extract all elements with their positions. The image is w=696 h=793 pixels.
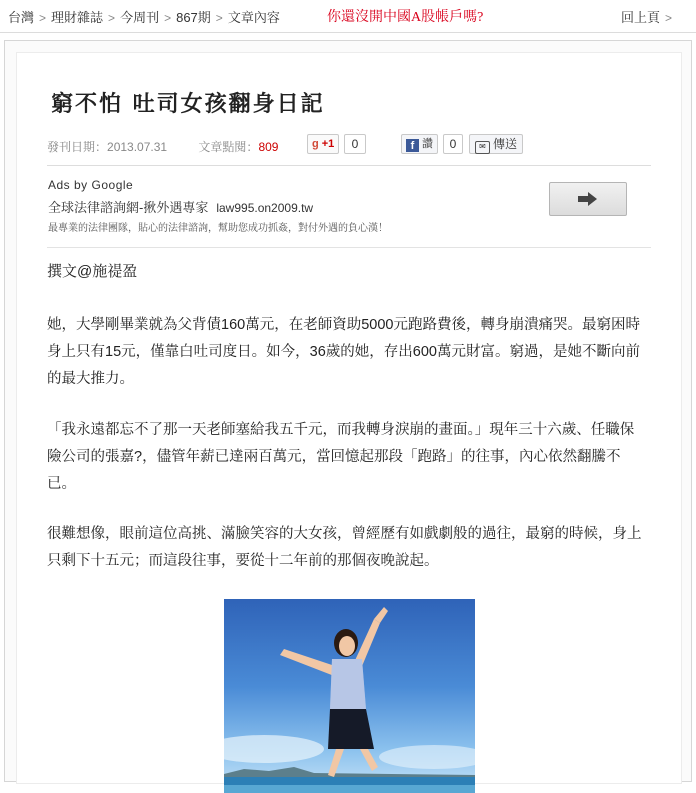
ad-headline-row[interactable] bbox=[48, 197, 313, 216]
date-label: 發刊日期： bbox=[47, 140, 108, 154]
click-count: 809 bbox=[258, 140, 279, 154]
google-ad-block bbox=[47, 165, 651, 236]
breadcrumb-finance-magazine[interactable]: 理財雜誌 bbox=[51, 10, 104, 25]
chevron-right-icon: > bbox=[664, 11, 672, 25]
article-author: 撰文@施禔盈 bbox=[47, 263, 138, 280]
chevron-right-icon: > bbox=[39, 11, 47, 25]
article-panel bbox=[16, 52, 682, 784]
article-paragraph: 「我永遠都忘不了那一天老師塞給我五千元，而我轉身淚崩的畫面。」現年三十六歲、任職保險公司的張嘉?，儘管年薪已達兩百萬元，當回憶起那段「跑路」的往事，內心依然翻騰不已。 bbox=[47, 422, 635, 492]
article-paragraph: 她，大學剛畢業就為父背債160萬元，在老師資助5000元跑路費後，轉身崩潰痛哭。最窮困時身上只有15元，僅靠白吐司度日。如今，36歲的她，存出600萬元財富。窮過，是她不斷向前的最大推力。 bbox=[47, 317, 640, 387]
gplus-count: 0 bbox=[344, 134, 366, 154]
chevron-right-icon: > bbox=[215, 11, 223, 25]
article-photo bbox=[224, 599, 475, 793]
fb-like-count: 0 bbox=[443, 134, 463, 154]
chevron-right-icon: > bbox=[164, 11, 172, 25]
arrow-right-icon bbox=[578, 192, 598, 206]
back-label: 回上頁 bbox=[620, 10, 660, 25]
share-button[interactable] bbox=[469, 134, 523, 154]
article-meta bbox=[47, 138, 278, 155]
clicks-label: 文章點閱： bbox=[198, 140, 259, 154]
ad-headline[interactable]: 全球法律諮詢網-揪外遇專家 bbox=[48, 200, 209, 215]
share-label: 傳送 bbox=[493, 137, 518, 151]
top-nav-bar bbox=[0, 0, 696, 33]
article-frame bbox=[4, 40, 692, 782]
ad-go-button[interactable] bbox=[549, 182, 627, 216]
breadcrumb-article[interactable]: 文章內容 bbox=[227, 10, 280, 25]
breadcrumb-business-today[interactable]: 今周刊 bbox=[120, 10, 160, 25]
chevron-right-icon: > bbox=[108, 11, 116, 25]
breadcrumb bbox=[8, 7, 280, 26]
woman-jumping-on-beach-image bbox=[224, 599, 475, 793]
article-paragraph: 很難想像，眼前這位高挑、滿臉笑容的大女孩，曾經歷有如戲劇般的過往，最窮的時候，身上只剩下十五元；而這段往事，要從十二年前的那個夜晚說起。 bbox=[47, 526, 642, 569]
gplus-label: +1 bbox=[321, 138, 335, 150]
section-divider bbox=[47, 247, 651, 248]
article-title: 窮不怕 吐司女孩翻身日記 bbox=[51, 91, 325, 117]
publish-date: 2013.07.31 bbox=[107, 140, 168, 154]
promo-link[interactable]: 你還沒開中國A股帳戶嗎? bbox=[327, 10, 484, 25]
ad-description: 最專業的法律團隊，貼心的法律諮詢，幫助您成功抓姦，對付外遇的負心漢！ bbox=[48, 223, 388, 234]
fb-like-label: 讚 bbox=[422, 138, 433, 150]
google-plus-button[interactable] bbox=[307, 134, 339, 154]
message-icon: ✉ bbox=[475, 141, 490, 154]
breadcrumb-issue[interactable]: 867期 bbox=[176, 10, 211, 25]
facebook-like-button[interactable] bbox=[401, 134, 438, 154]
facebook-icon: f bbox=[406, 139, 419, 152]
google-plus-icon: g bbox=[312, 138, 319, 150]
ads-by-google-label[interactable]: Ads by Google bbox=[48, 178, 134, 192]
ad-url[interactable]: law995.on2009.tw bbox=[216, 201, 314, 215]
back-link[interactable] bbox=[621, 7, 672, 26]
breadcrumb-taiwan[interactable]: 台灣 bbox=[8, 10, 35, 25]
